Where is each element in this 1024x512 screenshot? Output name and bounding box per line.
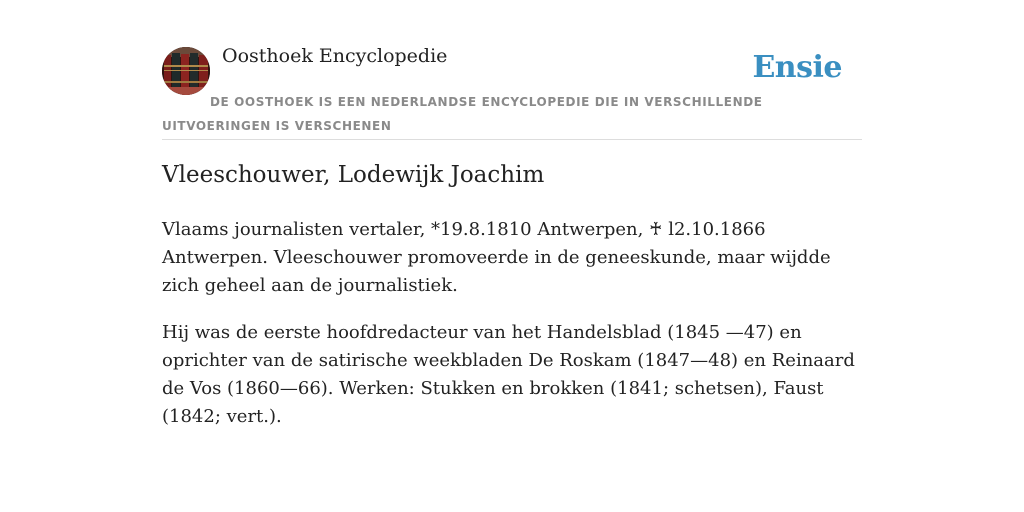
site-tagline: DE OOSTHOEK IS EEN NEDERLANDSE ENCYCLOPEDIE DIE IN VERSCHILLENDE UITVOERINGEN IS VERSCHENEN: [162, 95, 763, 133]
header: [162, 0, 862, 140]
article-paragraph: Vlaams journalisten vertaler, *19.8.1810 Antwerpen, ♰ l2.10.1866 Antwerpen. Vleeschouwer promoveerde in de geneeskunde, maar wijdde zich geheel aan de journalistiek.: [162, 219, 831, 296]
content-card: [162, 0, 862, 427]
article-paragraph: Hij was de eerste hoofdredacteur van het Handelsblad (1845 —47) en oprichter van de satirische weekbladen De Roskam (1847—48) en Reinaard de Vos (1860—66). Werken: Stukken en brokken (1841; schetsen), Faust (1842; vert.).: [162, 322, 855, 427]
site-name[interactable]: Oosthoek Encyclopedie: [222, 45, 448, 67]
article-body: [162, 216, 862, 450]
encyclopedia-books-icon[interactable]: [162, 47, 210, 95]
article-title: Vleeschouwer, Lodewijk Joachim: [162, 162, 545, 188]
brand-logo[interactable]: Ensie: [752, 50, 842, 85]
